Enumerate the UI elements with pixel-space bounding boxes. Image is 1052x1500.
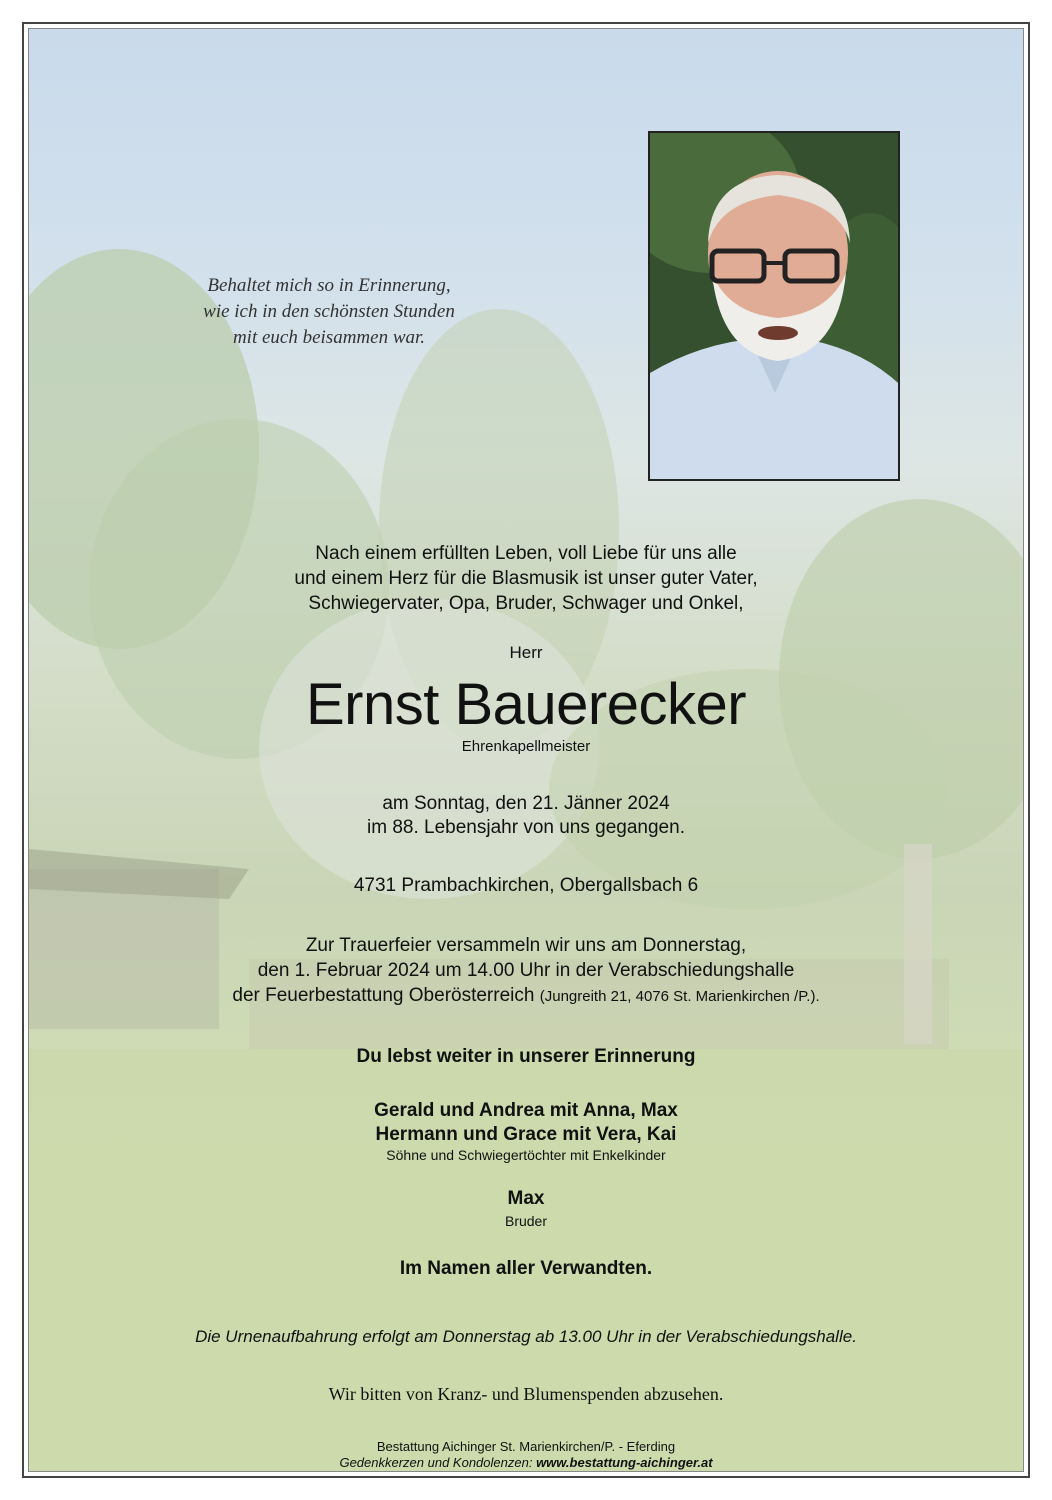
website-link[interactable]: www.bestattung-aichinger.at bbox=[536, 1455, 713, 1470]
intro-line: Nach einem erfüllten Leben, voll Liebe für uns alle bbox=[315, 543, 737, 564]
memorial-quote bbox=[149, 273, 509, 351]
quote-line: mit euch beisammen war. bbox=[232, 327, 426, 348]
intro-line: Schwiegervater, Opa, Bruder, Schwager und Onkel, bbox=[308, 593, 744, 614]
notice-frame bbox=[22, 22, 1030, 1478]
brother-name: Max bbox=[507, 1188, 545, 1209]
death-age-line: im 88. Lebensjahr von uns gegangen. bbox=[367, 817, 685, 838]
family-relation: Söhne und Schwiegertöchter mit Enkelkinder bbox=[386, 1147, 666, 1163]
urn-notice: Die Urnenaufbahrung erfolgt am Donnerstag ab 13.00 Uhr in der Verabschiedungshalle. bbox=[195, 1327, 857, 1346]
residence-address: 4731 Prambachkirchen, Obergallsbach 6 bbox=[353, 875, 699, 896]
ceremony-venue-address: (Jungreith 21, 4076 St. Marienkirchen /P.). bbox=[539, 988, 820, 1005]
quote-line: Behaltet mich so in Erinnerung, bbox=[207, 275, 451, 296]
ceremony-line: Zur Trauerfeier versammeln wir uns am Donnerstag, bbox=[305, 935, 747, 956]
portrait-illustration bbox=[650, 133, 898, 479]
deceased-name: Ernst Bauerecker bbox=[305, 672, 747, 737]
family-line: Gerald und Andrea mit Anna, Max bbox=[374, 1100, 678, 1121]
deceased-title: Ehrenkapellmeister bbox=[461, 738, 591, 755]
intro-line: und einem Herz für die Blasmusik ist unser guter Vater, bbox=[294, 568, 758, 589]
condolence-prefix: Gedenkkerzen und Kondolenzen: bbox=[339, 1455, 533, 1470]
brother-relation: Bruder bbox=[504, 1213, 548, 1229]
notice-inner-border bbox=[28, 28, 1024, 1472]
funeral-home-name: Bestattung Aichinger St. Marienkirchen/P. - Eferding bbox=[376, 1439, 676, 1454]
family-line: Hermann und Grace mit Vera, Kai bbox=[375, 1124, 677, 1145]
salutation: Herr bbox=[509, 643, 543, 662]
family-names bbox=[29, 1099, 1023, 1147]
ceremony-line: den 1. Februar 2024 um 14.00 Uhr in der Verabschiedungshalle bbox=[257, 960, 795, 981]
ceremony-venue: der Feuerbestattung Oberösterreich bbox=[232, 985, 535, 1006]
death-date-text bbox=[29, 792, 1023, 840]
intro-text bbox=[29, 541, 1023, 616]
death-date-line: am Sonntag, den 21. Jänner 2024 bbox=[382, 793, 670, 814]
relatives-line: Im Namen aller Verwandten. bbox=[399, 1258, 653, 1279]
flowers-notice: Wir bitten von Kranz- und Blumenspenden abzusehen. bbox=[328, 1384, 724, 1404]
quote-line: wie ich in den schönsten Stunden bbox=[203, 301, 455, 322]
condolence-line bbox=[29, 1455, 1023, 1470]
memory-heading: Du lebst weiter in unserer Erinnerung bbox=[356, 1046, 696, 1067]
ceremony-line bbox=[29, 983, 1023, 1009]
portrait-photo bbox=[648, 131, 900, 481]
funeral-ceremony-text bbox=[29, 933, 1023, 1009]
